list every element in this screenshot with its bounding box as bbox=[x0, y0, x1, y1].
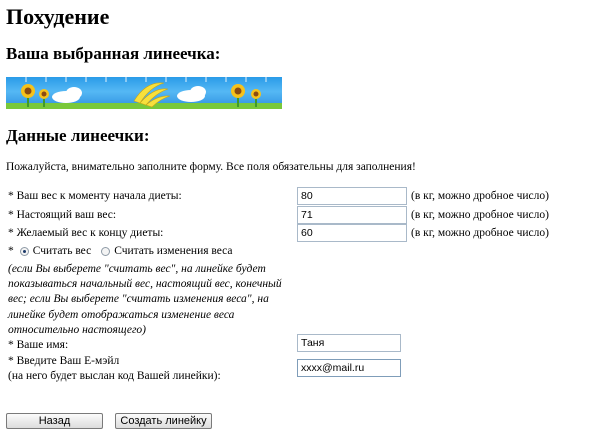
current-weight-label: * Настоящий ваш вес: bbox=[8, 209, 117, 221]
name-input[interactable] bbox=[297, 334, 401, 352]
start-weight-hint: (в кг, можно дробное число) bbox=[411, 190, 549, 202]
email-sublabel: (на него будет выслан код Вашей линейки): bbox=[8, 370, 221, 382]
back-button[interactable]: Назад bbox=[6, 413, 103, 429]
create-ruler-button[interactable]: Создать линейку bbox=[115, 413, 212, 429]
current-weight-input[interactable] bbox=[297, 206, 407, 224]
radio-count-changes[interactable] bbox=[101, 247, 110, 256]
email-input[interactable] bbox=[297, 359, 401, 377]
radio-count-changes-label[interactable]: Считать изменения веса bbox=[114, 245, 233, 257]
name-label: * Ваше имя: bbox=[8, 339, 69, 351]
intro-text: Пожалуйста, внимательно заполните форму. Все поля обязательны для заполнения! bbox=[6, 161, 416, 173]
ruler-banner bbox=[6, 77, 282, 109]
current-weight-hint: (в кг, можно дробное число) bbox=[411, 209, 549, 221]
mode-asterisk: * bbox=[8, 245, 14, 257]
target-weight-label: * Желаемый вес к концу диеты: bbox=[8, 227, 164, 239]
ruler-heading: Ваша выбранная линеечка: bbox=[6, 44, 221, 63]
target-weight-hint: (в кг, можно дробное число) bbox=[411, 227, 549, 239]
mode-note: (если Вы выберете "считать вес", на линейке будет показываться начальный вес, настоящий вес, конечный вес; если Вы выберете "считать изменения веса", на линейке будет отображаться изменение веса относительно настоящего) bbox=[8, 263, 282, 336]
target-weight-input[interactable] bbox=[297, 224, 407, 242]
mode-radio-group bbox=[8, 244, 233, 258]
start-weight-input[interactable] bbox=[297, 187, 407, 205]
radio-count-weight-label[interactable]: Считать вес bbox=[32, 245, 92, 257]
start-weight-label: * Ваш вес к моменту начала диеты: bbox=[8, 190, 182, 202]
data-heading: Данные линеечки: bbox=[6, 126, 150, 145]
radio-count-weight[interactable] bbox=[20, 247, 29, 256]
page-title: Похудение bbox=[6, 4, 110, 29]
email-label: * Введите Ваш E-мэйл bbox=[8, 355, 120, 367]
